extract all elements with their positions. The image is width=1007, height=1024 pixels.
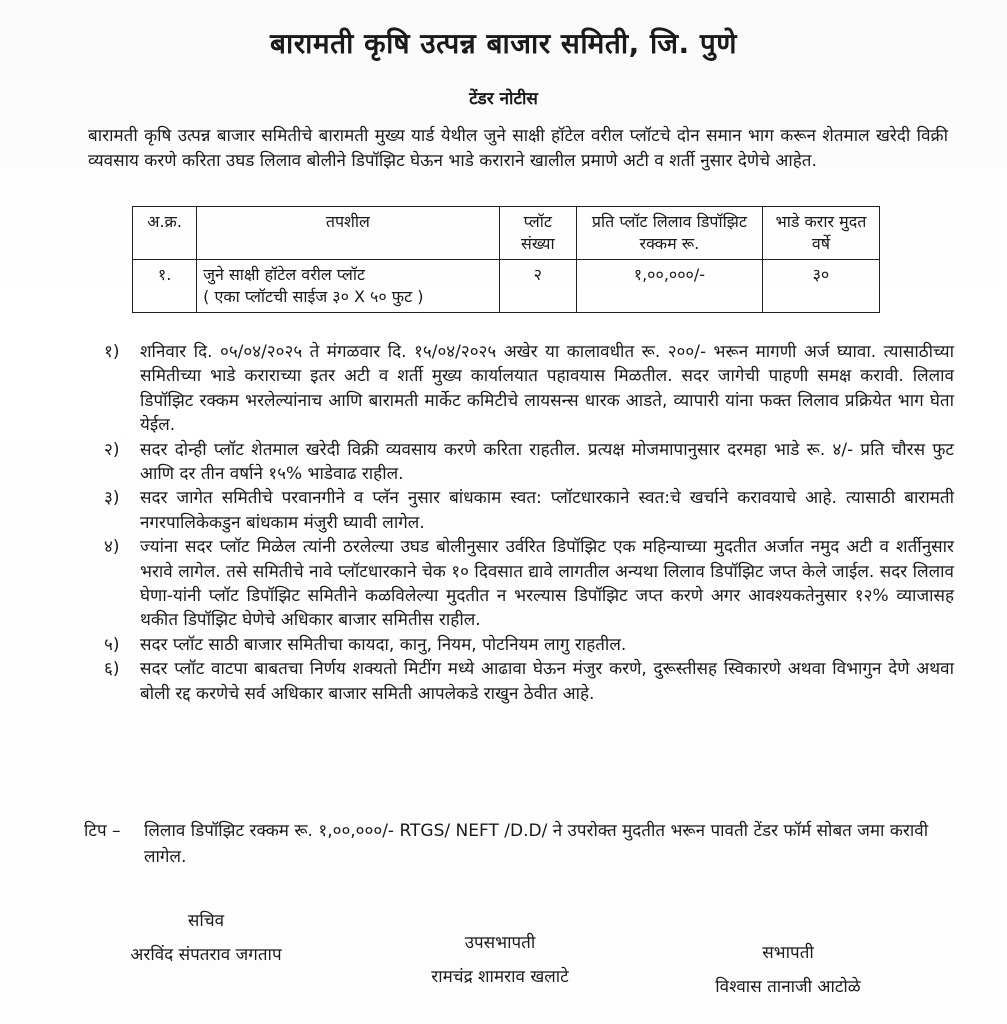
signature-vice-chairman	[380, 926, 620, 994]
page-title: बारामती कृषि उत्पन्न बाजार समिती, जि. पुणे	[269, 27, 738, 60]
payment-note	[84, 818, 954, 870]
note-text: लिलाव डिपॉझिट रक्कम रू. १,००,०००/- RTGS/ NEFT /D.D/ ने उपरोक्त मुदतीत भरून पावती टेंडर फॉर्म सोबत जमा करावी लागेल.	[144, 821, 929, 867]
clause-number: ५)	[104, 634, 120, 655]
clause-text: सदर प्लॉट साठी बाजार समितीचा कायदा, कानु, नियम, पोटनियम लागु राहतील.	[140, 634, 627, 655]
table-row	[133, 260, 880, 313]
tender-table	[132, 206, 880, 313]
signature-name: विश्वास तानाजी आटोळे	[715, 977, 861, 997]
cell-deposit: १,००,०००/-	[577, 260, 763, 313]
list-item	[104, 633, 954, 657]
col-header-serial: अ.क्र.	[133, 207, 197, 260]
clause-number: ४)	[104, 537, 120, 558]
cell-details	[197, 260, 499, 313]
cell-details-line1: जुने साक्षी हॉटेल वरील प्लॉट	[203, 265, 366, 284]
signature-role: सचिव	[187, 911, 225, 931]
col-header-lease-term: भाडे करार मुदत वर्षे	[762, 207, 879, 260]
list-item	[104, 438, 954, 487]
clause-text: सदर प्लॉट वाटपा बाबतचा निर्णय शक्यतो मिटींग मध्ये आढावा घेऊन मंजुर करणे, दुरूस्तीसह स्विकारणे अथवा विभागुन देणे अथवा बोली रद्द करणेचे सर्व अधिकार बाजार समिती आपलेकडे राखुन ठेवीत आहे.	[140, 659, 954, 704]
cell-plot-count: २	[499, 260, 576, 313]
clause-number: ६)	[104, 659, 120, 680]
clause-number: १)	[104, 342, 120, 362]
signature-name: अरविंद संपतराव जगताप	[130, 945, 282, 965]
signature-chairman	[668, 936, 908, 1004]
clause-text: सदर जागेत समितीचे परवानगीने व प्लॅन नुसार बांधकाम स्वत: प्लॉटधारकाने स्वत:चे खर्चाने करावयाचे आहे. त्यासाठी बारामती नगरपालिकेकडुन बांधकाम मंजुरी घ्यावी लागेल.	[140, 488, 954, 533]
col-header-plot-count: प्लॉट संख्या	[499, 207, 576, 260]
intro-paragraph: बारामती कृषि उत्पन्न बाजार समितीचे बारामती मुख्य यार्ड येथील जुने साक्षी हॉटेल वरील प्लॉटचे दोन समान भाग करून शेतमाल खरेदी विक्री व्यवसाय करणे करिता उघड लिलाव बोलीने डिपॉझिट घेऊन भाडे कराराने खालील प्रमाणे अटी व शर्ती नुसार देणेचे आहेत.	[88, 126, 948, 171]
cell-lease-term: ३०	[762, 260, 879, 313]
clause-number: २)	[104, 439, 120, 460]
list-item	[104, 657, 954, 706]
conditions-list	[104, 340, 954, 706]
list-item	[104, 486, 954, 535]
col-header-details: तपशील	[197, 207, 499, 260]
col-header-deposit: प्रति प्लॉट लिलाव डिपॉझिट रक्कम रू.	[577, 207, 763, 260]
signature-name: रामचंद्र शामराव खलाटे	[431, 967, 569, 987]
note-label: टिप –	[84, 821, 121, 841]
signature-secretary	[96, 904, 316, 972]
list-item	[104, 535, 954, 633]
clause-text: ज्यांना सदर प्लॉट मिळेल त्यांनी ठरलेल्या उघड बोलीनुसार उर्वरित डिपॉझिट एक महिन्याच्या मुदतीत अर्जात नमुद अटी व शर्तीनुसार भरावे लागेल. तसे समितीचे नावे प्लॉटधारकाने चेक १० दिवसात द्यावे लागतील अन्यथा लिलाव डिपॉझिट जप्त केले जाईल. सदर लिलाव घेणा-यांनी प्लॉट डिपॉझिट समितीने कळविलेल्या मुदतीत न भरल्यास डिपॉझिट जप्त करणे अगर आवश्यकतेनुसार १२% व्याजासह थकीत डिपॉझिट घेणेचे अधिकार बाजार समितीस राहील.	[140, 537, 954, 631]
clause-text: शनिवार दि. ०५/०४/२०२५ ते मंगळवार दि. १५/०४/२०२५ अखेर या कालावधीत रू. २००/- भरून मागणी अर्ज घ्यावा. त्यासाठीच्या समितीच्या भाडे कराराच्या इतर अटी व शर्ती मुख्य कार्यालयात पहावयास मिळतील. सदर जागेची पाहणी समक्ष करावी. लिलाव डिपॉझिट रक्कम भरलेल्यांनाच आणि बारामती मार्केट कमिटीचे लायसन्स धारक आडते, व्यापारी यांना फक्त लिलाव प्रक्रियेत भाग घेता येईल.	[140, 342, 954, 436]
cell-serial: १.	[133, 260, 197, 313]
clause-text: सदर दोन्ही प्लॉट शेतमाल खरेदी विक्री व्यवसाय करणे करिता राहतील. प्रत्यक्ष मोजमापानुसार दरमहा भाडे रू. ४/- प्रति चौरस फुट आणि दर तीन वर्षाने १५% भाडेवाढ राहील.	[140, 439, 954, 485]
list-item	[104, 340, 954, 438]
clause-number: ३)	[104, 488, 120, 509]
signature-role: सभापती	[762, 943, 814, 963]
page-subtitle: टेंडर नोटीस	[469, 89, 538, 109]
cell-details-line2: ( एका प्लॉटची साईज ३० X ५० फुट )	[203, 287, 424, 306]
signature-role: उपसभापती	[464, 933, 536, 953]
table-header-row	[133, 207, 880, 260]
